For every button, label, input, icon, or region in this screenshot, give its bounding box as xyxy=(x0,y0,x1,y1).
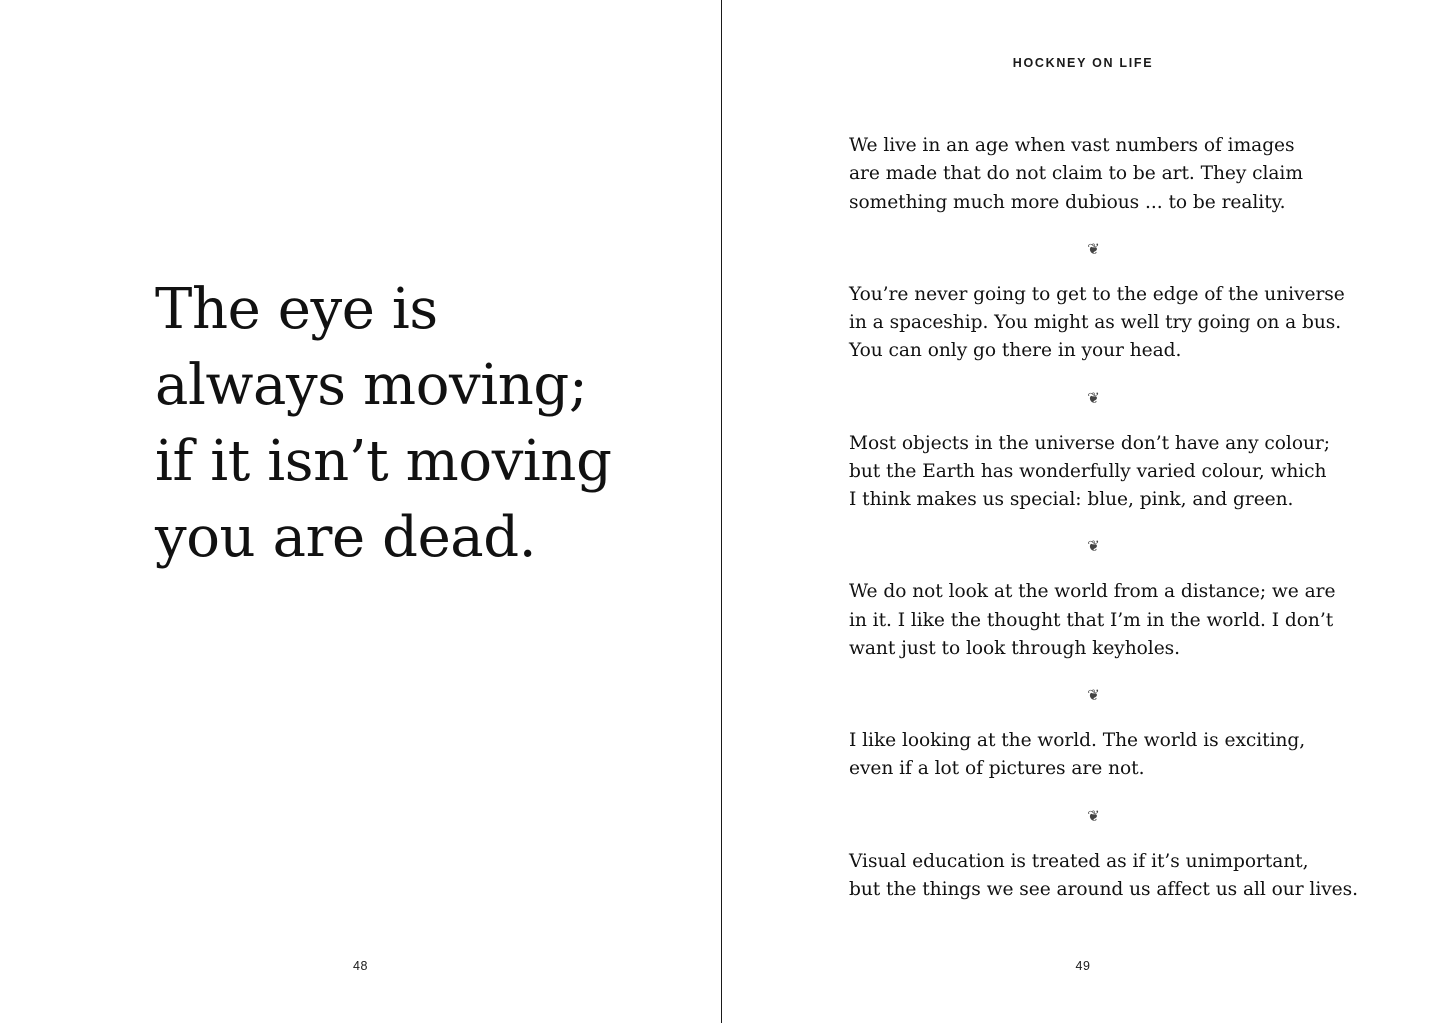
ornament-divider-icon: ❦ xyxy=(1087,537,1101,556)
quote-paragraph xyxy=(849,727,1339,784)
quote-line: something much more dubious ... to be reality. xyxy=(849,191,1286,213)
quote-line: want just to look through keyholes. xyxy=(849,637,1181,659)
pull-quote-line: if it isn’t moving xyxy=(155,428,612,494)
quote-line: Visual education is treated as if it’s unimportant, xyxy=(849,850,1309,872)
quote-line: I think makes us special: blue, pink, and green. xyxy=(849,489,1294,510)
quote-line: We do not look at the world from a distance; we are xyxy=(849,581,1336,603)
quote-paragraph xyxy=(849,281,1345,366)
text-column xyxy=(849,132,1358,904)
right-page xyxy=(721,0,1445,1023)
quote-line: You’re never going to get to the edge of the universe xyxy=(849,283,1345,305)
quote-line: We live in an age when vast numbers of images xyxy=(849,135,1295,156)
running-head: HOCKNEY ON LIFE xyxy=(1012,56,1154,70)
ornament-divider-icon: ❦ xyxy=(1087,686,1101,704)
quote-line: I like looking at the world. The world is exciting, xyxy=(849,730,1306,751)
pull-quote-line: always moving; xyxy=(155,352,588,418)
page-number-right: 49 xyxy=(1075,959,1091,973)
quote-line: are made that do not claim to be art. They claim xyxy=(849,163,1303,185)
quote-line: in a spaceship. You might as well try going on a bus. xyxy=(849,312,1342,333)
ornament-divider-icon: ❦ xyxy=(1087,388,1101,407)
pull-quote-line: The eye is xyxy=(155,277,438,342)
quote-paragraph xyxy=(849,132,1339,217)
quote-line: even if a lot of pictures are not. xyxy=(849,758,1145,780)
ornament-divider-icon: ❦ xyxy=(1087,239,1101,258)
quote-line: Most objects in the universe don’t have any colour; xyxy=(849,432,1330,454)
page-number-left: 48 xyxy=(352,959,369,973)
quote-paragraph xyxy=(849,578,1339,663)
quote-paragraph xyxy=(849,430,1339,515)
quote-line: but the things we see around us affect us all our lives. xyxy=(849,878,1358,900)
pull-quote-line: you are dead. xyxy=(155,504,537,570)
pull-quote xyxy=(155,272,675,576)
quote-line: You can only go there in your head. xyxy=(849,340,1182,362)
left-page xyxy=(0,0,721,1023)
ornament-divider-icon: ❦ xyxy=(1087,806,1101,825)
quote-paragraph xyxy=(849,848,1358,905)
quote-line: in it. I like the thought that I’m in the world. I don’t xyxy=(849,609,1334,631)
quote-line: but the Earth has wonderfully varied colour, which xyxy=(849,460,1327,482)
